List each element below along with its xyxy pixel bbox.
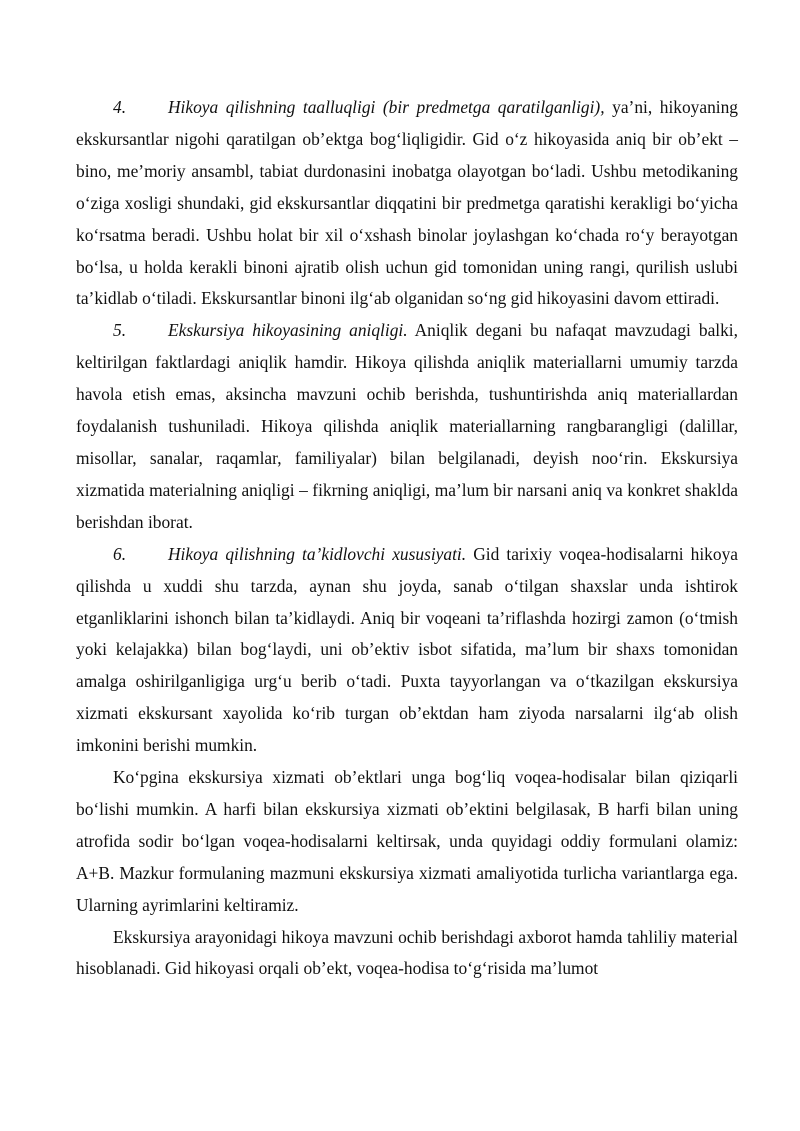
item-text: Gid tarixiy voqea-hodisalarni hikoya qilishda u xuddi shu tarzda, aynan shu joyda, sanab o‘tilgan shaxslar unda ishtirok etganliklarini ishonch bilan ta’kidlaydi. Aniq bir voqeani ta’riflashda hozirgi zamon (o‘tmish yoki kelajakka) bilan bog‘laydi, uni ob’ektiv isbot sifatida, ma’lum bir shaxs tomonidan amalga oshirilganligiga urg‘u berib o‘tadi. Puxta tayyorlangan va o‘tkazilgan ekskursiya xizmati ekskursant xayolida ko‘rib turgan ob’ektdan ham ziyoda narsalarni ilg‘ab olish imkonini berishi mumkin. [76, 543, 738, 756]
item-title: Hikoya qilishning taalluqligi (bir predmetga qaratilganligi), [168, 97, 605, 117]
item-text: ya’ni, hikoyaning ekskursantlar nigohi qaratilgan ob’ektga bog‘liqligidir. Gid o‘z hikoyasida aniq bir ob’ekt – bino, me’moriy ansambl, tabiat durdonasini inobatga olayotgan bo‘ladi. Ushbu metodikaning o‘ziga xosligi shundaki, gid ekskursantlar diqqatini bir predmetga qaratishi kerakligi bo‘yicha ko‘rsatma beradi. Ushbu holat bir xil o‘xshash binolar joylashgan ko‘chada ro‘y berayotgan bo‘lsa, u holda kerakli binoni ajratib olish uchun gid tomonidan uning rangi, qurilish uslubi ta’kidlab o‘tiladi. Ekskursantlar binoni ilg‘ab olganidan so‘ng gid hikoyasini davom ettiradi. [76, 97, 739, 309]
body-paragraph: Ekskursiya arayonidagi hikoya mavzuni ochib berishdagi axborot hamda tahliliy material hisoblanadi. Gid hikoyasi orqali ob’ekt, voqea-hodisa to‘g‘risida ma’lumot [76, 926, 738, 979]
item-title: Ekskursiya hikoyasining aniqligi. [168, 320, 408, 341]
item-title: Hikoya qilishning ta’kidlovchi xususiyati. [168, 543, 467, 564]
numbered-paragraph-4 [76, 92, 738, 315]
body-paragraph: Ko‘pgina ekskursiya xizmati ob’ektlari unga bog‘liq voqea-hodisalar bilan qiziqarli bo‘lishi mumkin. A harfi bilan ekskursiya xizmati ob’ektini belgilasak, B harfi bilan uning atrofida sodir bo‘lgan voqea-hodisalarni keltirsak, unda quyidagi oddiy formulani olamiz: A+B. Mazkur formulaning mazmuni ekskursiya xizmati amaliyotida turlicha variantlarga ega. Ularning ayrimlarini keltiramiz. [76, 767, 738, 915]
numbered-paragraph-5 [76, 315, 738, 538]
item-number: 4. [113, 97, 127, 117]
document-page [76, 92, 738, 985]
item-number: 5. [113, 320, 127, 341]
item-number: 6. [113, 543, 127, 564]
item-text: Aniqlik degani bu nafaqat mavzudagi balki, keltirilgan faktlardagi aniqlik hamdir. Hikoya qilishda aniqlik materiallarni umumiy tarzda havola etish emas, aksincha mavzuni ochib berishda, tushuntirishda aniq materiallardan foydalanish tushuniladi. Hikoya qilishda aniqlik materiallarning rangbarangligi (dalillar, misollar, sanalar, raqamlar, familiyalar) bilan belgilanadi, deyish noo‘rin. Ekskursiya xizmatida materialning aniqligi – fikrning aniqligi, ma’lum bir narsani aniq va konkret shaklda berishdan iborat. [76, 320, 738, 532]
numbered-paragraph-6 [76, 539, 738, 762]
